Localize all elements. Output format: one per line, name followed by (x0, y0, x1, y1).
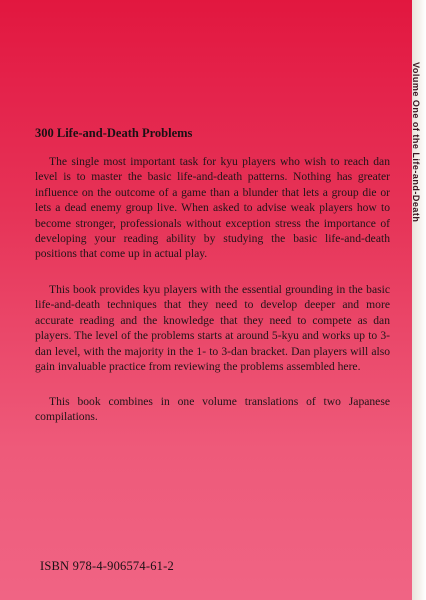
spine-label (411, 62, 421, 252)
spine-text: Volume One of the Life-and-Death (411, 62, 421, 223)
blurb-paragraph-3: This book combines in one volume translations of two Japanese compilations. (35, 395, 390, 424)
blurb-paragraph-1: The single most important task for kyu players who wish to reach dan level is to master the basic life-and-death patterns. Nothing has greater influence on the outcome of a game than a blunder that lets a group die or lets a dead enemy group live. When asked to advise weak players how to become stronger, professionals without exception stress the importance of developing your reading ability by studying the basic life-and-death positions that come up in actual play. (35, 155, 390, 261)
isbn-number: ISBN 978-4-906574-61-2 (40, 559, 174, 573)
book-title: 300 Life-and-Death Problems (35, 126, 193, 140)
blurb-paragraph-2: This book provides kyu players with the essential grounding in the basic life-and-death techniques that they need to develop deeper and more accurate reading and the knowledge that they need to compete as dan players. The level of the problems starts at around 5-kyu and works up to 3-dan level, with the majority in the 1- to 3-dan bracket. Dan players will also gain invaluable practice from reviewing the problems assembled here. (35, 283, 390, 374)
